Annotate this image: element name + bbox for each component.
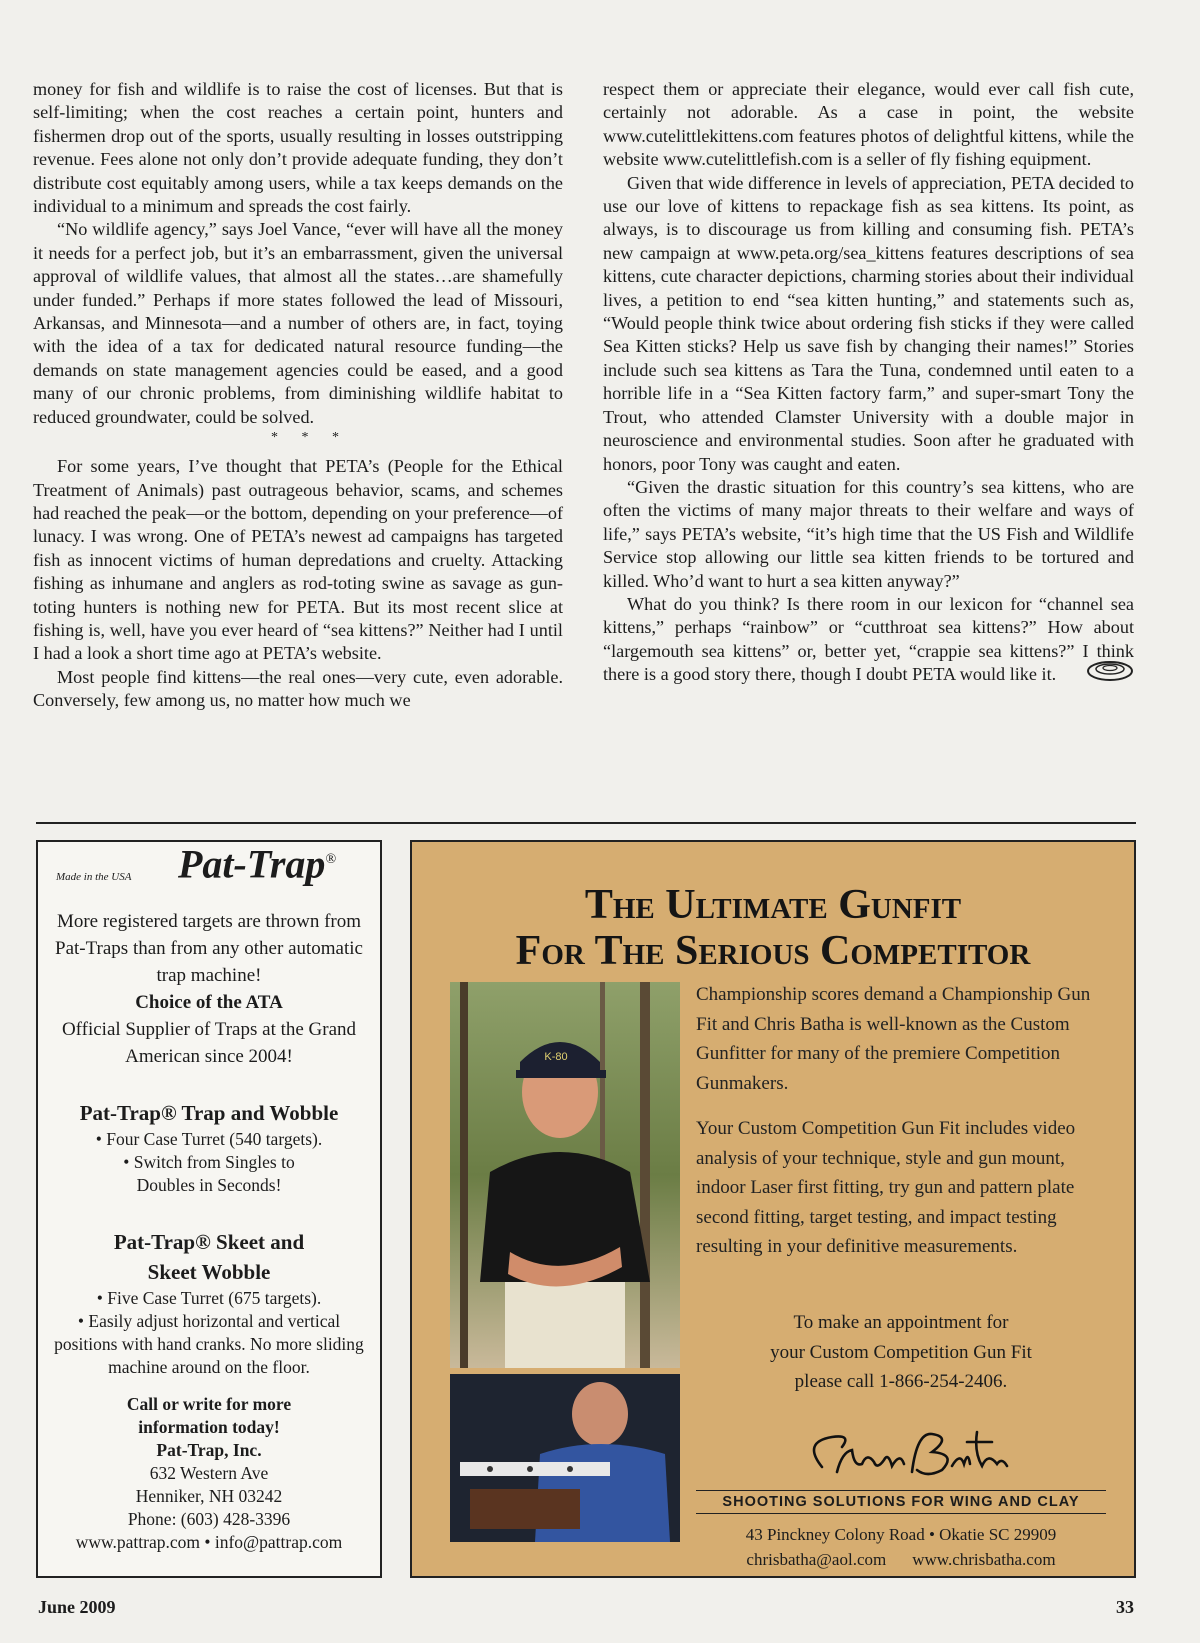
pattrap-cta: Call or write for more information today! [126,1394,292,1437]
gunfit-call-line: To make an appointment for [793,1312,1009,1333]
pattrap-logo [178,841,337,887]
registered-mark: ® [325,852,337,867]
pattrap-web: www.pattrap.com • info@pattrap.com [75,1532,343,1552]
pattrap-ad [36,840,382,1578]
article-paragraph: Most people find kittens—the real ones—very cute, even adorable. Conversely, few among us, no matter how much we [33,666,563,711]
gunfit-contact-line [696,1547,1106,1572]
pattrap-product-1-bullet: • Switch from Singles to Doubles in Seconds! [123,1152,295,1195]
pattrap-street: 632 Western Ave [149,1463,269,1483]
page-number: 33 [1116,1597,1134,1617]
pattrap-product-2-bullet: • Five Case Turret (675 targets). [96,1288,322,1308]
pattrap-product-2-title: Pat-Trap® Skeet and Skeet Wobble [113,1230,305,1284]
horizontal-rule [36,822,1136,824]
gunfit-title-line-2: For The Serious Competitor [515,928,1031,974]
gunfit-address: 43 Pinckney Colony Road • Okatie SC 29909 [745,1525,1057,1544]
pattrap-intro: More registered targets are thrown from Pat-Traps than from any other automatic trap machine! [55,911,363,986]
article-paragraph: money for fish and wildlife is to raise the cost of licenses. But that is self-limiting; when the cost reaches a certain point, hunters and fishermen drop out of the sports, usually resulting in losses outstripping revenue. Fees alone not only don’t provide adequate funding, they don’t distribute cost equitably among users, while a tax keeps demands on the individual to a minimum and spreads the cost fairly. [33,79,563,217]
article-paragraph: “No wildlife agency,” says Joel Vance, “ever will have all the money it needs for a perfect job, but it’s an embarrassment, given the universal approval of wildlife values, that almost all the states…are shamefully under funded.” Perhaps if more states followed the lead of Missouri, Arkansas, and Minnesota—and a number of others are, in fact, toying with the idea of a tax for dedicated natural resource funding—the demands on state management agencies could be eased, and a good many of our chronic problems, from diminishing wildlife habitat to reduced groundwater, could be solved. [33,219,563,427]
article-paragraph-final [603,593,1134,687]
cap-badge: K-80 [544,1051,568,1063]
pattrap-header [38,842,380,908]
gunfit-paragraph: Championship scores demand a Championship Gun Fit and Chris Batha is well-known as the Custom Gunfitter for many of the premiere Competition Gunmakers. [696,984,1091,1094]
made-in-usa-label: Made in the USA [56,871,132,883]
article-column-left [33,78,563,713]
article-paragraph: For some years, I’ve thought that PETA’s (People for the Ethical Treatment of Animals) past outrageous behavior, scams, and schemes had reached the peak—or the bottom, depending on your preference—of lunacy. I was wrong. One of PETA’s newest ad campaigns has targeted fish as innocent victims of human depredations and cruelty. Attacking fishing as inhumane and anglers as rod-toting swine as savage as gun-toting hunters is nothing new for PETA. But its most recent slice at fishing is, well, have you ever heard of “sea kittens?” Neither had I until I had a look a short time ago at PETA’s website. [33,456,563,664]
article-paragraph: respect them or appreciate their elegance, would ever call fish cute, certainly not adorable. As a case in point, the website www.cutelittlekittens.com features photos of delightful kittens, while the website www.cutelittlefish.com is a seller of fly fishing equipment. [603,79,1134,170]
pattrap-product-1-title: Pat-Trap® Trap and Wobble [79,1101,339,1125]
clay-target-icon [1086,659,1134,683]
gunfit-web: www.chrisbatha.com [912,1550,1056,1569]
portrait-photo [450,982,680,1368]
pattrap-product-2-bullet: • Easily adjust horizontal and vertical positions with hand cranks. No more sliding machine around on the floor. [54,1311,364,1377]
gunfitting-photo [450,1374,680,1542]
section-separator: * * * [271,430,349,446]
pattrap-phone: Phone: (603) 428-3396 [127,1509,291,1529]
signature-icon [792,1422,1022,1492]
gunfit-title [412,882,1134,974]
article-final-text: What do you think? Is there room in our lexicon for “channel sea kittens,” perhaps “rainbow” or “cutthroat sea kittens?” How about “largemouth sea kittens” or, better yet, “crappie sea kittens?” I think there is a good story there, though I doubt PETA would like it. [603,593,1134,685]
article-paragraph: “Given the drastic situation for this country’s sea kittens, who are often the victims of many major threats to their welfare and ways of life,” says PETA’s website, “it’s high time that the US Fish and Wildlife Service stop allowing our little sea kitten friends to be tortured and killed. Who’d want to hurt a sea kitten anyway?” [603,476,1134,591]
pattrap-choice: Choice of the ATA [135,992,283,1013]
gunfit-call-line: please call 1-866-254-2406. [794,1371,1008,1392]
gunfit-body [696,980,1106,1262]
gunfit-contact [696,1522,1106,1572]
footer-date: June 2009 [38,1597,116,1617]
pattrap-supplier: Official Supplier of Traps at the Grand American since 2004! [61,1019,357,1067]
gunfit-title-line-1: The Ultimate Gunfit [584,882,962,928]
gunfit-ad [410,840,1136,1578]
gunfit-call-line: your Custom Competition Gun Fit [770,1341,1032,1363]
article-column-right [603,78,1134,687]
gunfit-appointment [696,1308,1106,1397]
article-paragraph: Given that wide difference in levels of appreciation, PETA decided to use our love of kittens to repackage fish as sea kittens. Its point, as always, is to discourage us from killing and consuming fish. PETA’s new campaign at www.peta.org/sea_kittens features descriptions of sea kittens, cute character depictions, charming stories about their individual lives, a petition to end “sea kitten hunting,” and statements such as, “Would people think twice about ordering fish sticks if they were called Sea Kitten sticks? Help us save fish by changing their names!” Stories include such sea kittens as Tara the Tuna, condemned until eaten to a horrible life in a “Sea Kitten factory farm,” and super-smart Tony the Trout, who attended Clamster University with a double major in neuroscience and environmental studies. Soon after he graduated with honors, poor Tony was caught and eaten. [603,172,1134,474]
pattrap-product-1-bullet: • Four Case Turret (540 targets). [95,1129,323,1149]
pattrap-city: Henniker, NH 03242 [135,1486,283,1506]
pattrap-company: Pat-Trap, Inc. [156,1440,262,1460]
gunfit-tagline: SHOOTING SOLUTIONS FOR WING AND CLAY [696,1490,1106,1514]
gunfit-paragraph: Your Custom Competition Gun Fit includes video analysis of your technique, style and gun mount, indoor Laser first fitting, try gun and pattern plate second fitting, target testing, and impact testing resulting in your definitive measurements. [696,1118,1076,1257]
pattrap-brand: Pat-Trap [178,841,326,887]
gunfit-email: chrisbatha@aol.com [746,1550,887,1569]
